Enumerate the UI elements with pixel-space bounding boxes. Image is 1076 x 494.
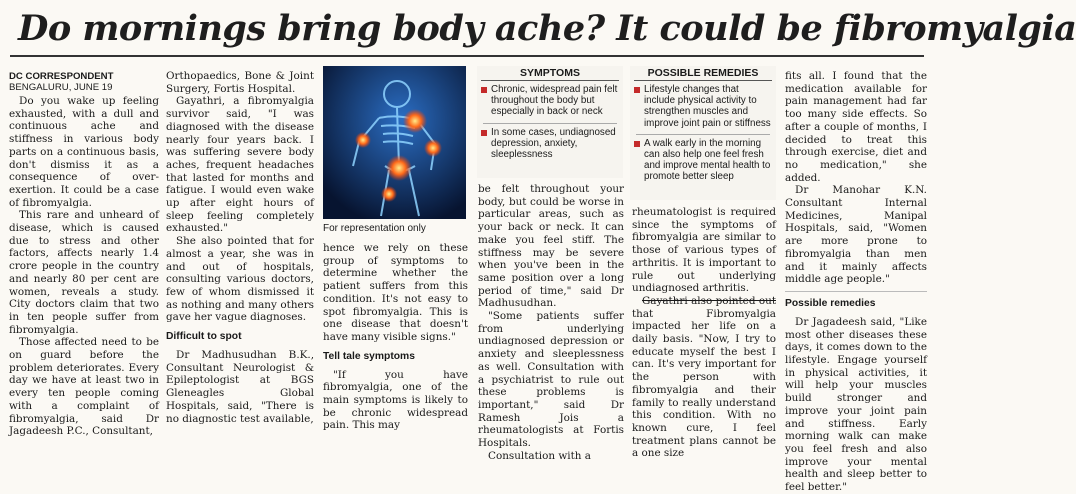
subhead-possible-remedies: Possible remedies	[785, 291, 927, 311]
article-paragraph: Those affected need to be on guard before the problem deteriorates. Every day we have at least two in every ten people coming with a complaint of fibromyalgia, said Dr Jagadeesh P.C., Consultant,	[9, 336, 159, 438]
article-paragraph: fits all. I found that the medication available for pain management had far too many side effects. So after a couple of months, I decided to treat this through exercise, diet and no medication," she added.	[785, 70, 927, 184]
symptom-item: In some cases, undiagnosed depression, anxiety, sleeplessness	[477, 127, 623, 164]
subhead-tell-tale-symptoms: Tell tale symptoms	[323, 350, 415, 362]
struck-text: Gayathri also pointed out	[642, 294, 776, 307]
article-paragraph: Dr Jagadeesh said, "Like most other diseases these days, it comes down to the lifestyle. Engage yourself in physical activities, it will help your muscles build stronger and improve your joint pain and stiffness. Early morning walk can make you feel fresh and also improve your mental health and sleep better to feel better."	[785, 315, 927, 494]
column-4	[478, 183, 624, 462]
bullet-square-icon	[481, 130, 487, 136]
remedies-title: POSSIBLE REMEDIES	[634, 66, 772, 81]
column-3	[323, 222, 468, 432]
article-paragraph: rheumatologist is required since the symptoms of fibromyalgia are similar to those of various types of arthritis. It is important to rule out underlying undiagnosed arthritis.	[632, 206, 776, 295]
article-paragraph: Dr Madhusudhan B.K., Consultant Neurologist & Epileptologist at BGS Gleneagles Global Hospitals, said, "There is no diagnostic test available,	[166, 349, 314, 425]
headline-rule	[10, 55, 924, 57]
symptom-item: Chronic, widespread pain felt throughout the body but especially in back or neck	[477, 84, 623, 121]
symptoms-box	[477, 66, 623, 178]
article-paragraph: hence we rely on these group of symptoms to determine whether the patient suffers from this condition. It's not easy to spot fibromyalgia. This is one disease that doesn't have many visible signs."	[323, 242, 468, 343]
headline: Do mornings bring body ache? It could be fibromyalgia	[18, 8, 1076, 49]
article-paragraph: This rare and unheard of disease, which is caused due to stress and other factors, affects nearly 1.4 crore people in the country and nearly 80 per cent are women, reveals a study. City doctors claim that two in ten people suffer from fibromyalgia.	[9, 209, 159, 336]
article-paragraph: "If you have fibromyalgia, one of the main symptoms is likely to be chronic widespread pain. This may	[323, 368, 468, 432]
article-paragraph: She also pointed that for almost a year, she was in and out of hospitals, consulting various doctors, few of whom dismissed it as nothing and many others gave her vague diagnoses.	[166, 235, 314, 324]
symptoms-title: SYMPTOMS	[481, 66, 619, 81]
article-paragraph: "Some patients suffer from underlying undiagnosed depression or anxiety and sleeplessness as well. Consultation with a psychiatrist to rule out these problems is important," said Dr Ramesh Jois a rheumatologists at Fortis Hospitals.	[478, 310, 624, 450]
photo-caption: For representation only	[323, 223, 426, 234]
byline-author: DC CORRESPONDENT	[9, 71, 114, 82]
column-1	[9, 71, 159, 438]
article-paragraph: Consultation with a	[488, 449, 591, 462]
remedy-item: Lifestyle changes that include physical activity to strengthen muscles and improve joint pain or stiffness	[630, 84, 776, 132]
column-5	[632, 206, 776, 460]
article-paragraph: Dr Manohar K.N. Consultant Internal Medicines, Manipal Hospitals, said, "Women are more prone to fibromyalgia than men and it mainly affects middle age people."	[785, 184, 927, 286]
remedy-item: A walk early in the morning can also help one feel fresh and improve mental health to promote better sleep	[630, 138, 776, 186]
article-paragraph: be felt throughout your body, but could be worse in particular areas, such as your back or neck. It can make you feel stiff. The stiffness may be severe when you've been in the same position over a long period of time," said Dr Madhusudhan.	[478, 183, 624, 310]
divider	[636, 134, 770, 135]
article-paragraph: Do you wake up feeling exhausted, with a dull and continuous ache and stiffness in various body parts on a continuous basis, don't dismiss it as a consequence of over-exertion. It could be a case of fibromyalgia.	[9, 95, 159, 209]
divider	[483, 123, 617, 124]
fibromyalgia-illustration	[323, 66, 466, 219]
subhead-difficult-to-spot: Difficult to spot	[166, 331, 242, 343]
bullet-square-icon	[634, 87, 640, 93]
bullet-square-icon	[634, 141, 640, 147]
article-paragraph	[632, 295, 776, 460]
remedies-box	[630, 66, 776, 200]
byline-dateline: BENGALURU, JUNE 19	[9, 82, 113, 93]
skeleton-illustration-icon	[323, 66, 466, 219]
article-text: that Fibromyalgia impacted her life on a daily basis. "Now, I try to educate myself the best I can. It's very important for the person with fibromyalgia and their family to really understand this condition. With no known cure, I feel treatment plans cannot be a one size	[632, 307, 776, 460]
column-2	[166, 70, 314, 425]
article-paragraph: Orthopaedics, Bone & Joint Surgery, Fortis Hospital.	[166, 70, 314, 95]
column-6	[785, 70, 927, 494]
article-paragraph: Gayathri, a fibromyalgia survivor said, "I was diagnosed with the disease nearly four years back. I was suffering severe body aches, frequent headaches that lasted for months and fatigue. I would even wake up after eight hours of sleep feeling completely exhausted."	[166, 95, 314, 235]
bullet-square-icon	[481, 87, 487, 93]
